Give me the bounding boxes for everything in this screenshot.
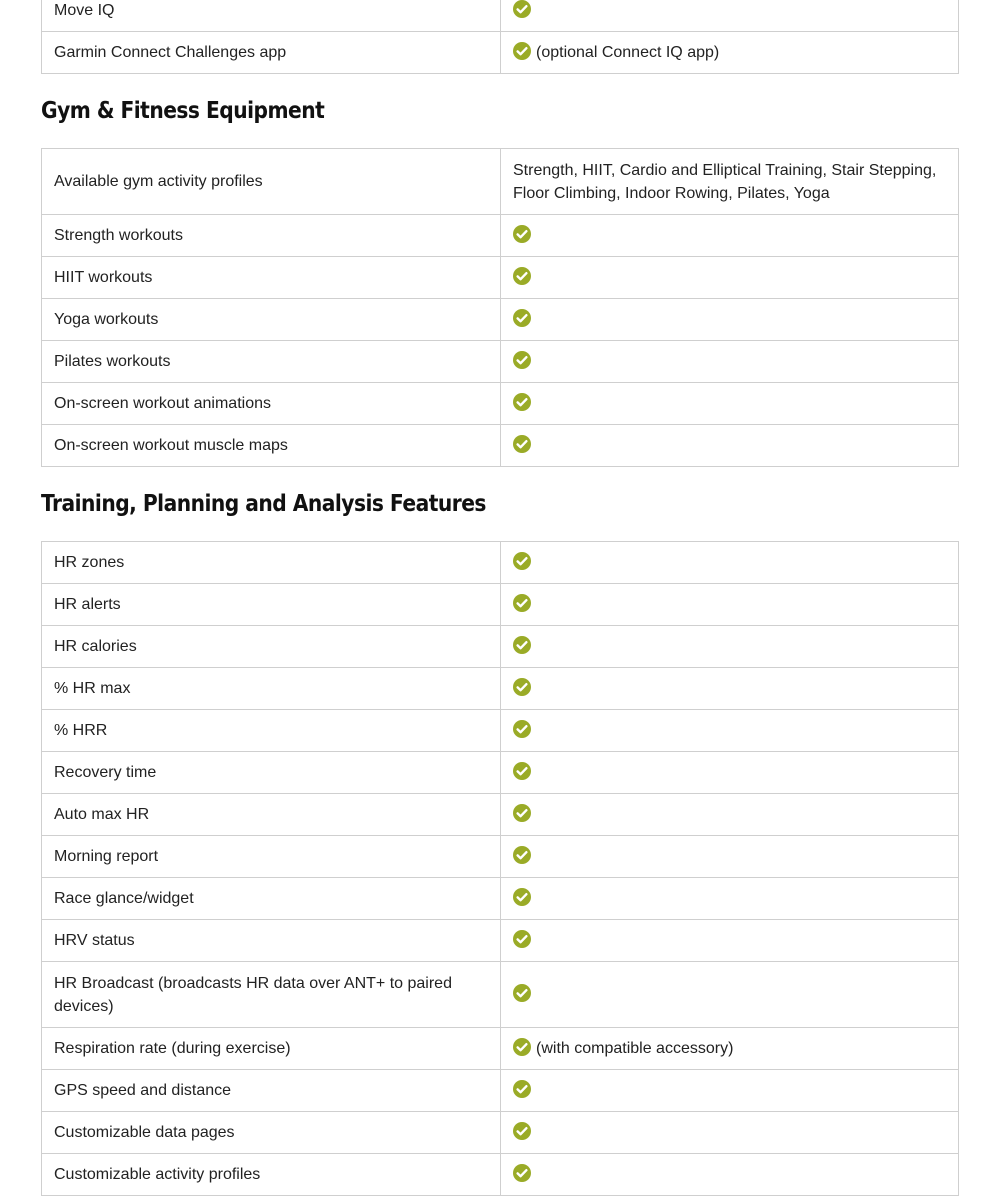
row-value xyxy=(501,794,959,836)
table-row xyxy=(42,383,959,425)
table-row xyxy=(42,0,959,32)
check-circle-icon xyxy=(513,351,531,369)
gym-section-title: Gym & Fitness Equipment xyxy=(41,98,325,124)
check-circle-icon xyxy=(513,636,531,654)
row-value xyxy=(501,257,959,299)
row-label: Race glance/widget xyxy=(42,878,501,920)
table-row xyxy=(42,542,959,584)
table-row xyxy=(42,425,959,467)
check-circle-icon xyxy=(513,678,531,696)
row-value xyxy=(501,542,959,584)
check-circle-icon xyxy=(513,1080,531,1098)
table-row xyxy=(42,920,959,962)
row-value xyxy=(501,0,959,32)
row-value xyxy=(501,1028,959,1070)
row-label: % HR max xyxy=(42,668,501,710)
check-circle-icon xyxy=(513,0,531,18)
row-note: (with compatible accessory) xyxy=(536,1040,734,1058)
table-row xyxy=(42,584,959,626)
row-value xyxy=(501,920,959,962)
row-label: On-screen workout animations xyxy=(42,383,501,425)
table-row xyxy=(42,1070,959,1112)
check-circle-icon xyxy=(513,984,531,1002)
row-label: HR zones xyxy=(42,542,501,584)
check-circle-icon xyxy=(513,42,531,60)
row-label: HR Broadcast (broadcasts HR data over ANT+ to paired devices) xyxy=(42,962,501,1028)
table-row xyxy=(42,32,959,74)
row-label: HIIT workouts xyxy=(42,257,501,299)
row-value xyxy=(501,1112,959,1154)
check-circle-icon xyxy=(513,435,531,453)
row-value xyxy=(501,32,959,74)
table-row xyxy=(42,299,959,341)
row-label: Customizable activity profiles xyxy=(42,1154,501,1196)
top-spec-table xyxy=(41,0,959,74)
row-value xyxy=(501,710,959,752)
row-label: Strength workouts xyxy=(42,215,501,257)
row-value xyxy=(501,752,959,794)
spec-page xyxy=(41,0,959,1196)
row-value xyxy=(501,383,959,425)
table-row xyxy=(42,668,959,710)
check-circle-icon xyxy=(513,1164,531,1182)
table-row xyxy=(42,710,959,752)
table-row xyxy=(42,752,959,794)
check-circle-icon xyxy=(513,594,531,612)
check-circle-icon xyxy=(513,888,531,906)
row-label: % HRR xyxy=(42,710,501,752)
row-value xyxy=(501,1070,959,1112)
table-row xyxy=(42,215,959,257)
check-circle-icon xyxy=(513,930,531,948)
row-label: Available gym activity profiles xyxy=(42,149,501,215)
row-label: Customizable data pages xyxy=(42,1112,501,1154)
row-label: Respiration rate (during exercise) xyxy=(42,1028,501,1070)
check-circle-icon xyxy=(513,720,531,738)
check-circle-icon xyxy=(513,762,531,780)
table-row xyxy=(42,149,959,215)
table-row xyxy=(42,794,959,836)
row-value: Strength, HIIT, Cardio and Elliptical Training, Stair Stepping, Floor Climbing, Indoor Rowing, Pilates, Yoga xyxy=(501,149,959,215)
row-value xyxy=(501,1154,959,1196)
table-row xyxy=(42,962,959,1028)
training-section-title: Training, Planning and Analysis Features xyxy=(41,491,486,517)
table-row xyxy=(42,1112,959,1154)
row-note: (optional Connect IQ app) xyxy=(536,44,720,62)
row-label: Pilates workouts xyxy=(42,341,501,383)
row-label: Yoga workouts xyxy=(42,299,501,341)
row-label: Garmin Connect Challenges app xyxy=(42,32,501,74)
row-label: On-screen workout muscle maps xyxy=(42,425,501,467)
check-circle-icon xyxy=(513,267,531,285)
check-circle-icon xyxy=(513,552,531,570)
row-value xyxy=(501,341,959,383)
row-value xyxy=(501,878,959,920)
row-label: HRV status xyxy=(42,920,501,962)
check-circle-icon xyxy=(513,393,531,411)
training-spec-table xyxy=(41,541,959,1196)
table-row xyxy=(42,626,959,668)
row-value xyxy=(501,425,959,467)
table-row xyxy=(42,341,959,383)
check-circle-icon xyxy=(513,1122,531,1140)
table-row xyxy=(42,257,959,299)
check-circle-icon xyxy=(513,309,531,327)
row-label: Auto max HR xyxy=(42,794,501,836)
row-label: GPS speed and distance xyxy=(42,1070,501,1112)
check-circle-icon xyxy=(513,846,531,864)
row-value xyxy=(501,626,959,668)
table-row xyxy=(42,1028,959,1070)
row-value xyxy=(501,584,959,626)
row-value xyxy=(501,215,959,257)
table-row xyxy=(42,878,959,920)
row-label: HR alerts xyxy=(42,584,501,626)
row-label: Morning report xyxy=(42,836,501,878)
row-label: Recovery time xyxy=(42,752,501,794)
gym-spec-table xyxy=(41,148,959,467)
row-value xyxy=(501,962,959,1028)
table-row xyxy=(42,1154,959,1196)
row-value xyxy=(501,299,959,341)
row-label: HR calories xyxy=(42,626,501,668)
row-value xyxy=(501,668,959,710)
row-value xyxy=(501,836,959,878)
table-row xyxy=(42,836,959,878)
row-label: Move IQ xyxy=(42,0,501,32)
check-circle-icon xyxy=(513,1038,531,1056)
check-circle-icon xyxy=(513,804,531,822)
check-circle-icon xyxy=(513,225,531,243)
